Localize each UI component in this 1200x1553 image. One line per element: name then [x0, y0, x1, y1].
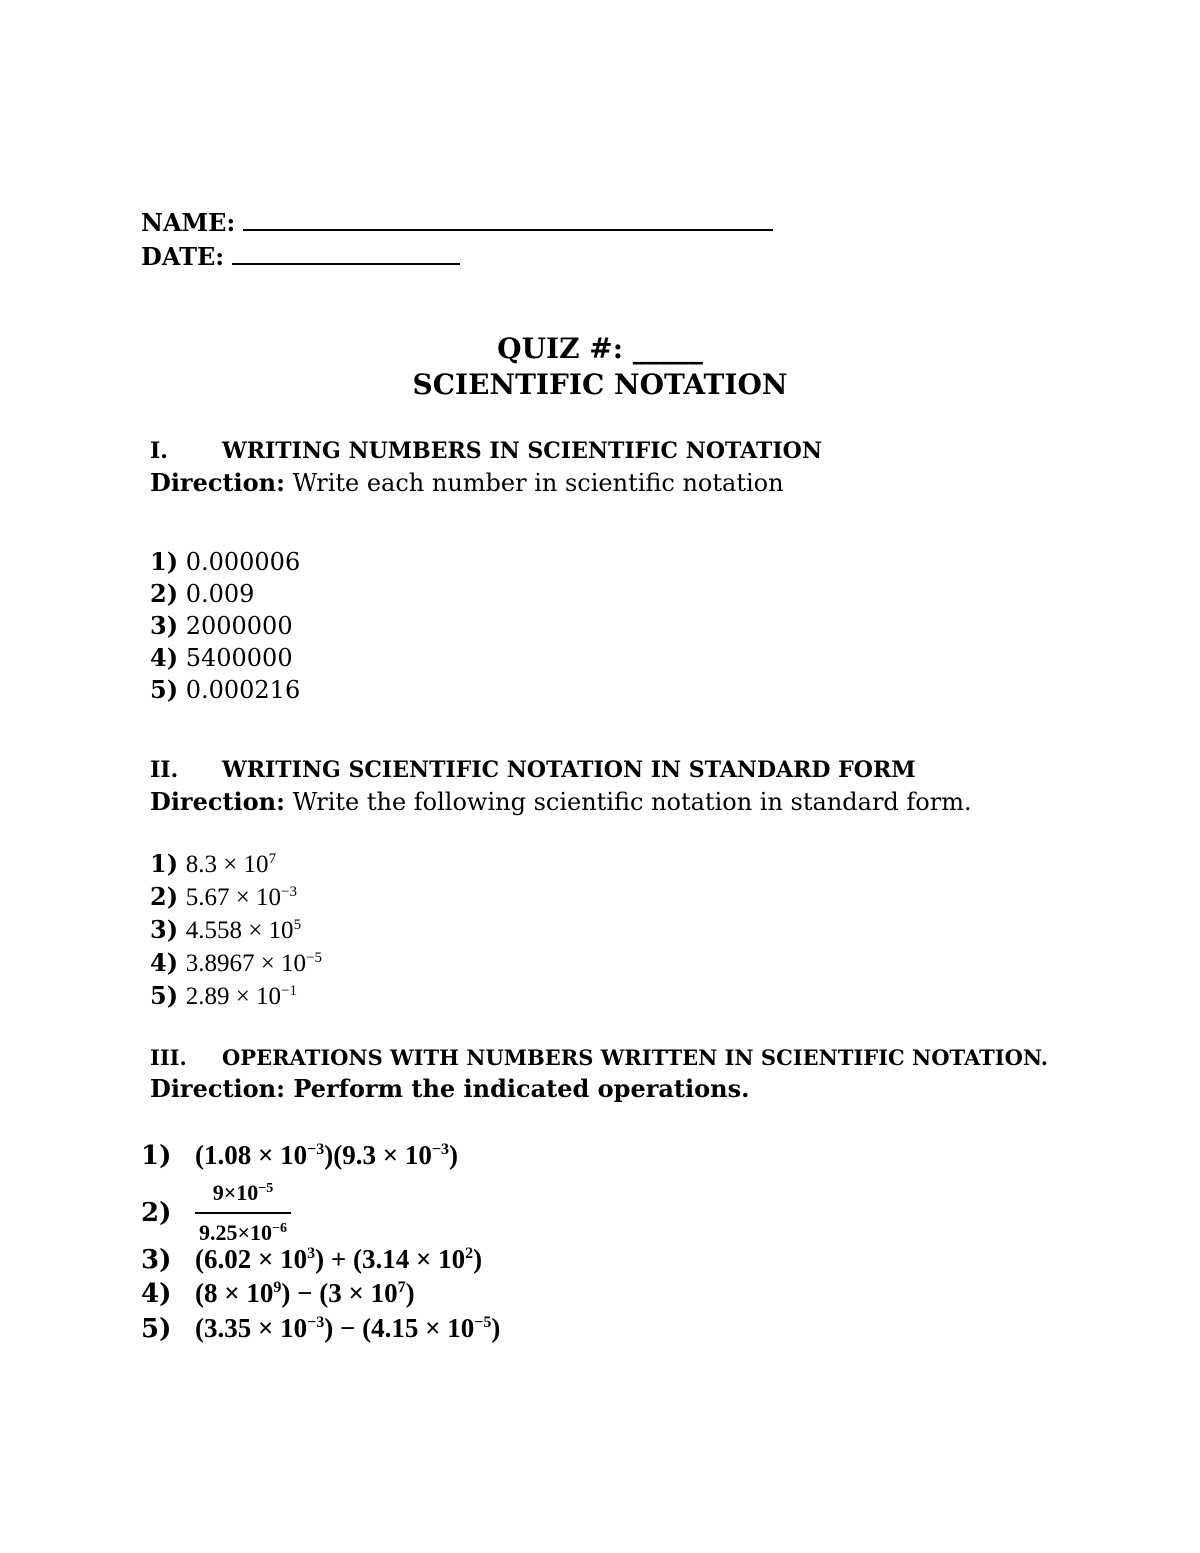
section-2-direction [150, 787, 972, 817]
list-item: 4) $3.8967 \times 10^{-5}$ [150, 948, 323, 977]
quiz-number-line [0, 332, 1200, 366]
section-1-list [150, 546, 300, 706]
quiz-number-blank: _____ [632, 332, 703, 365]
date-label: DATE: [141, 242, 225, 271]
section-2-title: WRITING SCIENTIFIC NOTATION IN STANDARD FORM [222, 757, 916, 783]
direction-label: Direction: [150, 787, 285, 816]
name-line [141, 208, 773, 238]
operation-item-4: 4) $(8 \times 10^9) - (3 \times 10^7)$ [141, 1278, 415, 1309]
section-2-list [150, 848, 322, 1013]
section-3-title: OPERATIONS WITH NUMBERS WRITTEN IN SCIENTIFIC NOTATION. [222, 1045, 1049, 1070]
operation-item-2: 2) $\frac{9\times 10^{-5}}{9.25\times 10^{-6}}$ [141, 1176, 291, 1250]
operation-item-5: 5) $(3.35 \times 10^{-3}) - (4.15 \times 10^{-5})$ [141, 1313, 501, 1344]
list-item: 4) 5400000 [150, 643, 293, 672]
section-3-heading [150, 1044, 1048, 1072]
page-title: SCIENTIFIC NOTATION [412, 368, 788, 401]
section-2-numeral: II. [150, 757, 179, 783]
section-1-heading [150, 437, 822, 465]
section-1-numeral: I. [150, 438, 168, 464]
operation-item-1: 1) $(1.08 \times 10^{-3})(9.3 \times 10^{-3})$ [141, 1140, 459, 1171]
section-1-direction [150, 468, 784, 498]
name-label: NAME: [141, 208, 236, 237]
list-item: 2) 0.009 [150, 579, 255, 608]
list-item: 1) $8.3 \times 10^7$ [150, 849, 277, 878]
direction-text: Write the following scientific notation in standard form. [292, 788, 972, 816]
quiz-label: QUIZ #: [497, 332, 624, 365]
section-3-numeral: III. [150, 1045, 187, 1070]
section-2-heading [150, 756, 916, 784]
date-line [141, 242, 460, 272]
list-item: 5) $2.89 \times 10^{-1}$ [150, 981, 298, 1010]
list-item: 1) 0.000006 [150, 547, 301, 576]
list-item: 2) $5.67 \times 10^{-3}$ [150, 882, 298, 911]
direction-label: Direction: [150, 468, 285, 497]
list-item: 3) 2000000 [150, 611, 293, 640]
section-3-direction: Direction: Perform the indicated operations. [150, 1074, 750, 1103]
list-item: 3) $4.558 \times 10^5$ [150, 915, 302, 944]
fraction: $\frac{9\times 10^{-5}}{9.25\times 10^{-6}}$ [195, 1176, 291, 1250]
operation-item-3: 3) $(6.02 \times 10^3) + (3.14 \times 10^2)$ [141, 1244, 483, 1275]
direction-text: Write each number in scientific notation [292, 469, 784, 497]
date-blank[interactable] [232, 263, 460, 265]
section-1-title: WRITING NUMBERS IN SCIENTIFIC NOTATION [222, 438, 822, 464]
name-blank[interactable] [243, 229, 773, 231]
list-item: 5) 0.000216 [150, 675, 301, 704]
